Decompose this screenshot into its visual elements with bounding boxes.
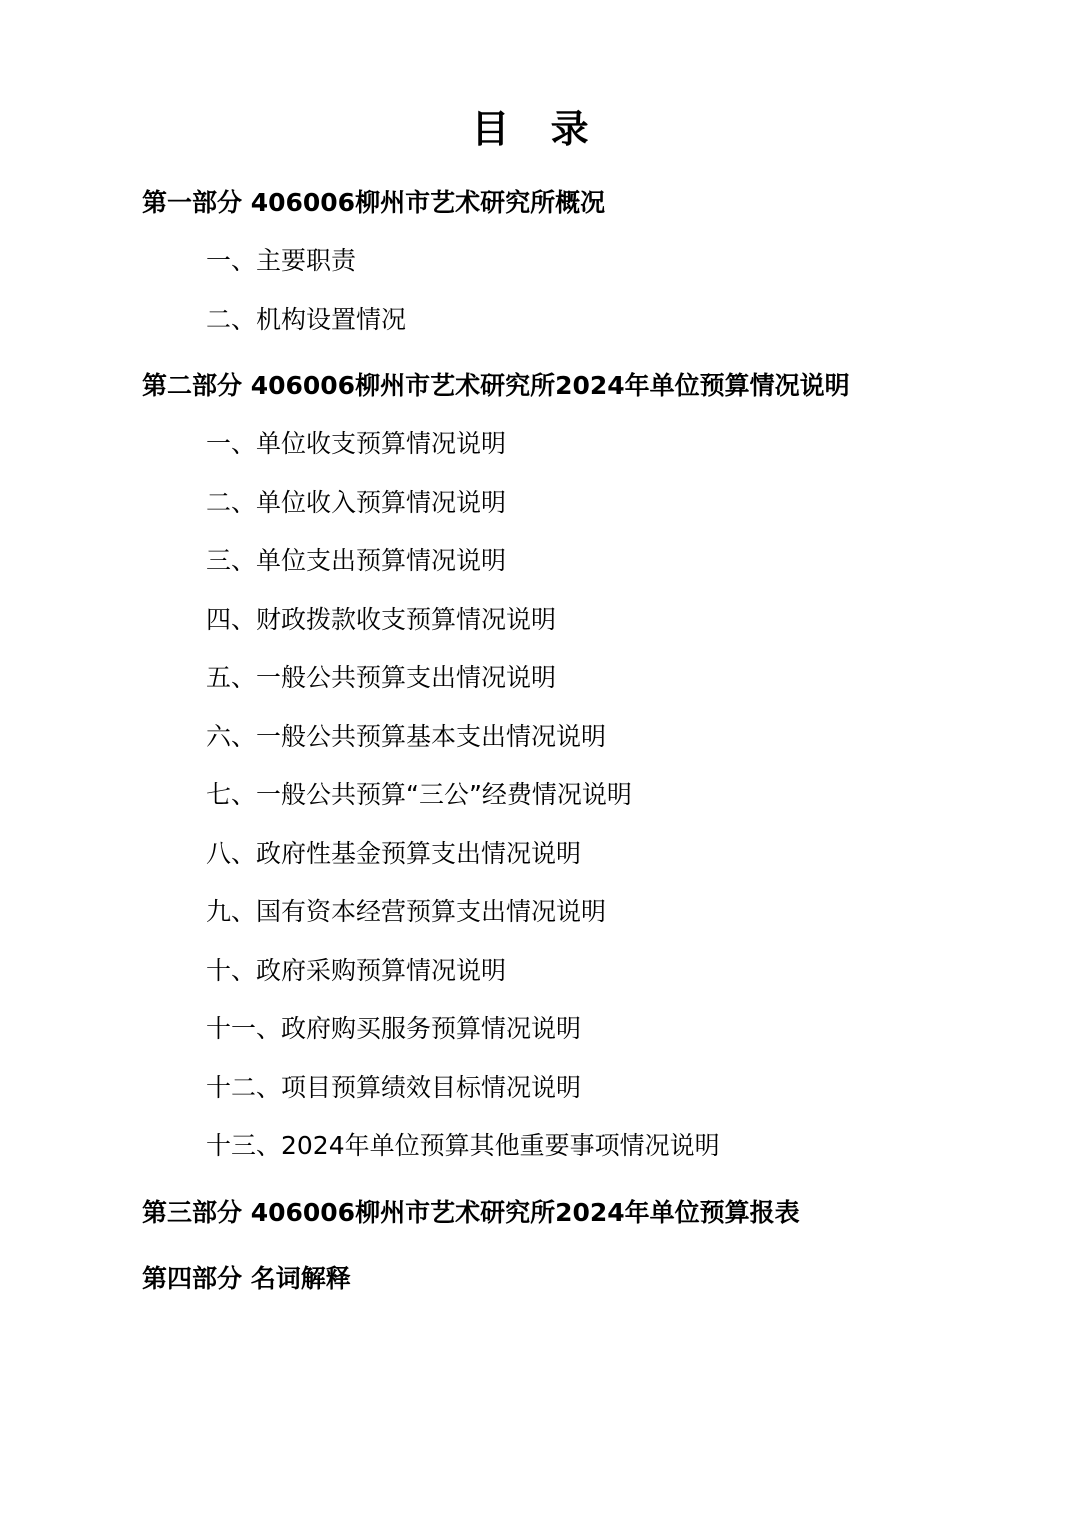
toc-entry-2-2[interactable]: 二、单位收入预算情况说明	[206, 487, 507, 517]
toc-entry-1-2[interactable]: 二、机构设置情况	[206, 304, 407, 334]
table-of-contents	[0, 187, 1074, 1295]
toc-entry-part-3[interactable]: 第三部分 406006柳州市艺术研究所2024年单位预算报表	[142, 1197, 800, 1227]
toc-entry-2-5[interactable]: 五、一般公共预算支出情况说明	[206, 663, 557, 692]
toc-entry-2-8[interactable]: 八、政府性基金预算支出情况说明	[206, 838, 582, 868]
toc-entry-2-11[interactable]: 十一、政府购买服务预算情况说明	[206, 1014, 582, 1043]
page-title: 目 录	[471, 107, 603, 151]
toc-entry-2-6[interactable]: 六、一般公共预算基本支出情况说明	[206, 721, 607, 751]
toc-entry-2-3[interactable]: 三、单位支出预算情况说明	[206, 546, 507, 575]
toc-entry-2-13[interactable]: 十三、2024年单位预算其他重要事项情况说明	[206, 1131, 720, 1160]
toc-entry-2-4[interactable]: 四、财政拨款收支预算情况说明	[206, 604, 557, 634]
toc-entry-part-2[interactable]: 第二部分 406006柳州市艺术研究所2024年单位预算情况说明	[142, 371, 850, 400]
toc-entry-2-9[interactable]: 九、国有资本经营预算支出情况说明	[206, 897, 607, 926]
toc-entry-part-4[interactable]: 第四部分 名词解释	[142, 1263, 351, 1293]
toc-entry-part-1[interactable]: 第一部分 406006柳州市艺术研究所概况	[142, 188, 606, 217]
toc-entry-2-12[interactable]: 十二、项目预算绩效目标情况说明	[206, 1072, 582, 1102]
toc-entry-2-1[interactable]: 一、单位收支预算情况说明	[206, 429, 507, 458]
toc-entry-1-1[interactable]: 一、主要职责	[206, 246, 357, 275]
toc-entry-2-10[interactable]: 十、政府采购预算情况说明	[206, 955, 507, 985]
toc-entry-2-7[interactable]: 七、一般公共预算“三公”经费情况说明	[206, 780, 632, 809]
